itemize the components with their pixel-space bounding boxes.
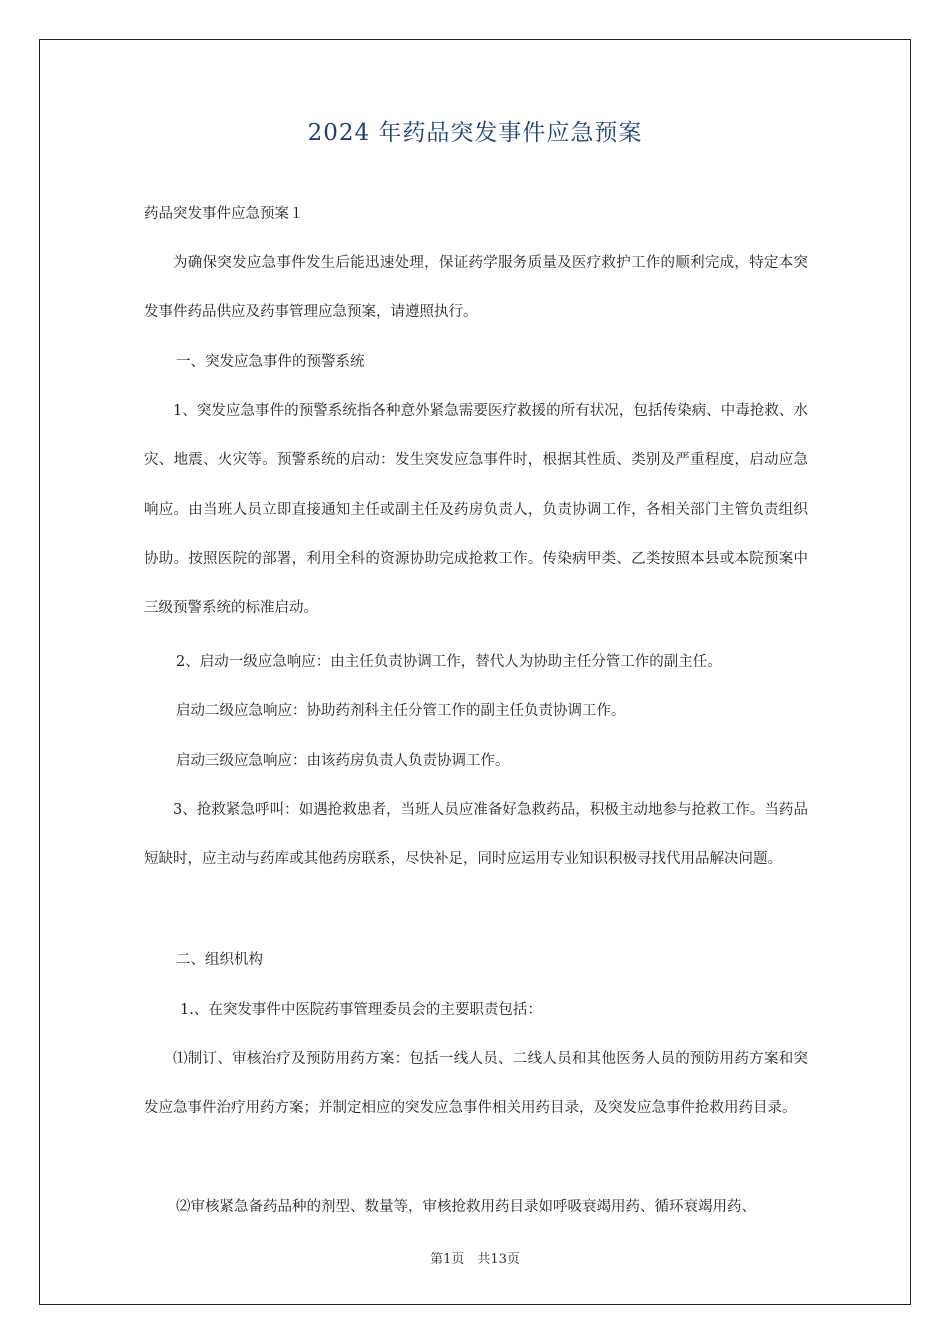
section-heading: 一、突发应急事件的预警系统: [176, 354, 365, 370]
paragraph: 启动三级应急响应：由该药房负责人负责协调工作。: [176, 753, 510, 769]
paragraph: 3、抢救紧急呼叫：如遇抢救患者，当班人员应准备好急救药品，积极主动地参与抢救工作。当药品短缺时，应主动与药库或其他药房联系，尽快补足，同时应运用专业知识积极寻找代用品解决问题。: [144, 802, 808, 868]
paragraph: ⑵审核紧急备药品种的剂型、数量等，审核抢救用药目录如呼吸衰竭用药、循环衰竭用药、: [176, 1199, 756, 1215]
document-title: 2024 年药品突发事件应急预案: [307, 120, 643, 146]
paragraph: 启动二级应急响应：协助药剂科主任分管工作的副主任负责协调工作。: [176, 703, 626, 719]
paragraph: ⑴制订、审核治疗及预防用药方案：包括一线人员、二线人员和其他医务人员的预防用药方案和突发应急事件治疗用药方案；并制定相应的突发应急事件相关用药目录，及突发应急事件抢救用药目录。: [144, 1051, 808, 1117]
page-number: 第1页 共13页: [430, 1252, 520, 1267]
paragraph: 1.、在突发事件中医院药事管理委员会的主要职责包括：: [180, 1002, 542, 1018]
paragraph: 为确保突发应急事件发生后能迅速处理，保证药学服务质量及医疗救护工作的顺利完成，特定本突发事件药品供应及药事管理应急预案，请遵照执行。: [144, 255, 808, 321]
section-heading: 药品突发事件应急预案１: [144, 206, 304, 222]
paragraph: 2、启动一级应急响应：由主任负责协调工作，替代人为协助主任分管工作的副主任。: [176, 654, 722, 670]
section-heading: 二、组织机构: [176, 952, 263, 968]
paragraph: 1、突发应急事件的预警系统指各种意外紧急需要医疗救援的所有状况，包括传染病、中毒抢救、水灾、地震、火灾等。预警系统的启动：发生突发应急事件时，根据其性质、类别及严重程度，启动应急响应。由当班人员立即直接通知主任或副主任及药房负责人，负责协调工作，各相关部门主管负责组织协助。按照医院的部署，利用全科的资源协助完成抢救工作。传染病甲类、乙类按照本县或本院预案中三级预警系统的标准启动。: [144, 403, 808, 617]
